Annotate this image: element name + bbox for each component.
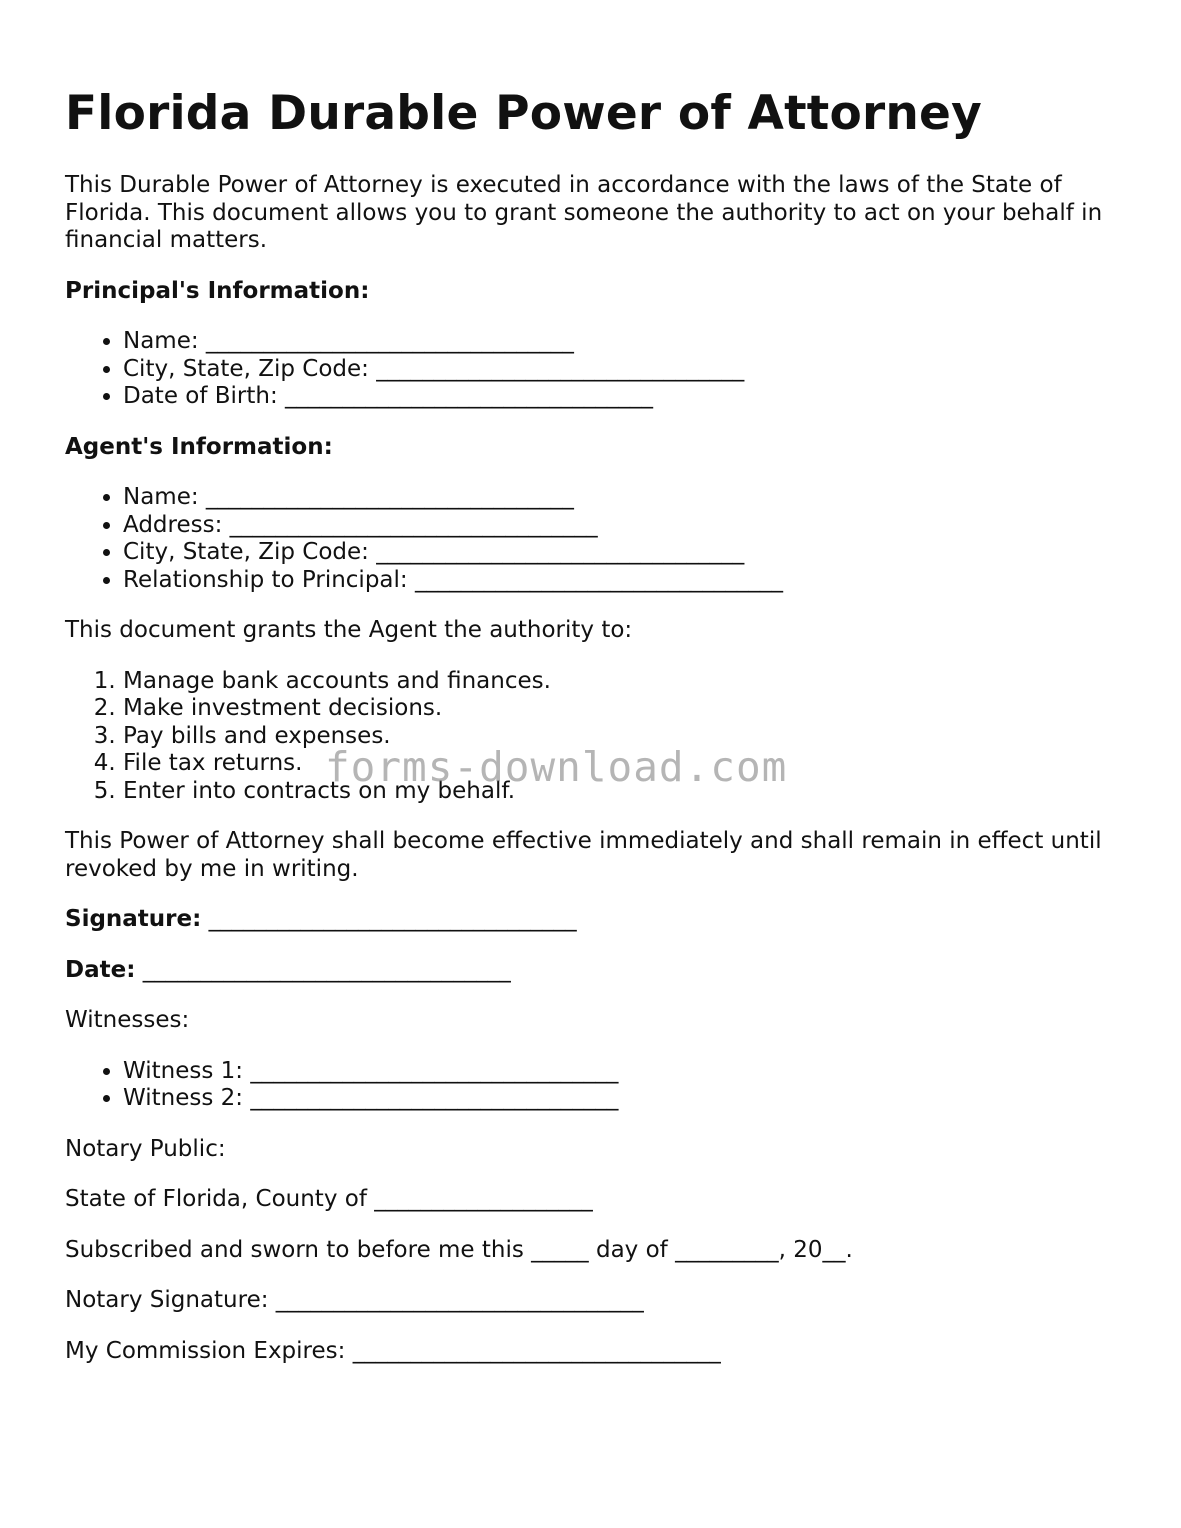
date-label: Date: xyxy=(65,956,136,983)
agent-address-field: • Address: ________________________________ xyxy=(123,512,1145,540)
principal-city-field: • City, State, Zip Code: ________________________________ xyxy=(123,356,1145,384)
agent-name-field: • Name: ________________________________ xyxy=(123,484,1145,512)
notary-heading: Notary Public: xyxy=(65,1135,226,1162)
commission-expires-line: My Commission Expires: ________________________________ xyxy=(65,1337,721,1364)
document-title: Florida Durable Power of Attorney xyxy=(65,86,982,141)
witness-2-field: • Witness 2: ________________________________ xyxy=(123,1085,1145,1113)
signature-label: Signature: xyxy=(65,906,202,932)
notary-sworn-line: Subscribed and sworn to before me this _____ day of _________, 20__. xyxy=(65,1236,853,1263)
signature-blank: ________________________________ xyxy=(208,906,577,932)
intro-paragraph: This Durable Power of Attorney is executed in accordance with the laws of the State of Florida. This document allows you to grant someone the authority to act on your behalf in financial matters. xyxy=(65,172,1103,253)
document-page xyxy=(65,0,1145,1365)
authority-item: 1. Manage bank accounts and finances. xyxy=(123,668,1145,696)
date-line xyxy=(65,957,1145,985)
witnesses-heading: Witnesses: xyxy=(65,1007,190,1033)
date-blank: ________________________________ xyxy=(142,956,511,983)
authority-item: 2. Make investment decisions. xyxy=(123,695,1145,723)
principal-name-field: • Name: ________________________________ xyxy=(123,328,1145,356)
notary-signature-line: Notary Signature: ________________________________ xyxy=(65,1287,644,1313)
notary-county-line: State of Florida, County of ___________________ xyxy=(65,1186,593,1212)
principal-heading: Principal's Information: xyxy=(65,277,370,304)
agent-fields-list xyxy=(65,484,1145,594)
agent-relationship-field: • Relationship to Principal: ________________________________ xyxy=(123,567,1145,595)
authority-item: 5. Enter into contracts on my behalf. xyxy=(123,778,1145,806)
watermark: forms-download.com xyxy=(325,743,788,791)
authority-lead: This document grants the Agent the authority to: xyxy=(65,617,633,643)
effective-clause: This Power of Attorney shall become effective immediately and shall remain in effect until revoked by me in writing. xyxy=(65,828,1102,882)
principal-dob-field: • Date of Birth: ________________________________ xyxy=(123,383,1145,411)
authority-item: 3. Pay bills and expenses. xyxy=(123,723,1145,751)
principal-fields-list xyxy=(65,328,1145,411)
agent-city-field: • City, State, Zip Code: ________________________________ xyxy=(123,539,1145,567)
signature-line xyxy=(65,906,1145,934)
authority-item: 4. File tax returns. xyxy=(123,750,1145,778)
witnesses-list xyxy=(65,1058,1145,1113)
agent-heading: Agent's Information: xyxy=(65,433,333,460)
witness-1-field: • Witness 1: ________________________________ xyxy=(123,1058,1145,1086)
